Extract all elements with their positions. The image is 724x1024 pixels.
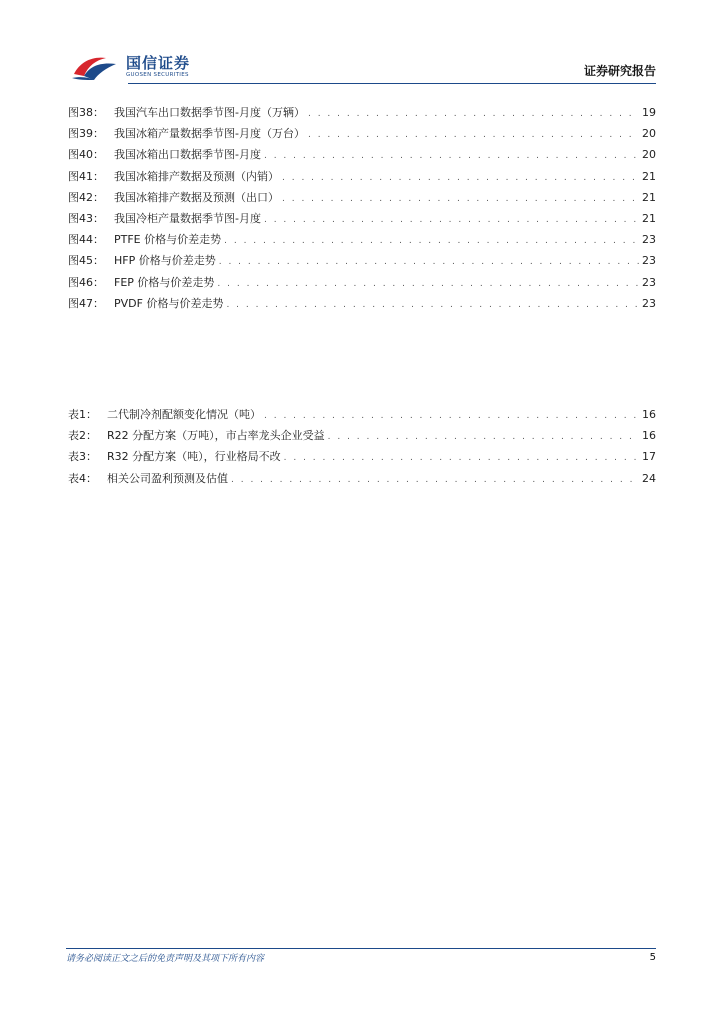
toc-figure-label: 图41： (68, 169, 104, 183)
toc-figure-label: 图44： (68, 233, 104, 247)
toc-figure-title: PVDF 价格与价差走势 (114, 296, 224, 310)
dot-leader (264, 406, 639, 427)
report-type-label: 证券研究报告 (583, 64, 656, 78)
toc-figure-page: 20 (642, 148, 656, 162)
guosen-logo (70, 52, 200, 84)
dot-leader (226, 295, 639, 316)
dot-leader (217, 274, 639, 295)
logo-chinese-name: 国信证券 (126, 54, 191, 72)
toc-figure-row[interactable] (68, 293, 656, 314)
toc-table-label: 表1： (68, 408, 97, 421)
toc-table-page: 24 (642, 471, 656, 485)
toc-figure-title: PTFE 价格与价差走势 (114, 233, 222, 247)
toc-figure-title: 我国冰箱出口数据季节图-月度 (114, 148, 261, 162)
dot-leader (264, 210, 639, 231)
toc-figure-row[interactable] (68, 229, 656, 250)
dot-leader (284, 448, 639, 469)
toc-figure-page: 20 (642, 127, 656, 141)
figure-index (68, 102, 656, 314)
toc-figure-title: 我国汽车出口数据季节图-月度（万辆） (114, 106, 305, 119)
page-header (70, 50, 656, 84)
footer-divider (66, 948, 656, 949)
dot-leader (308, 104, 639, 125)
toc-figure-row[interactable] (68, 102, 656, 123)
toc-figure-page: 21 (642, 211, 656, 225)
toc-table-label: 表4： (68, 471, 97, 485)
toc-table-row[interactable] (68, 404, 656, 425)
toc-figure-label: 图42： (68, 190, 104, 204)
dot-leader (328, 427, 639, 448)
toc-table-label: 表3： (68, 450, 97, 464)
toc-table-title: 二代制冷剂配额变化情况（吨） (107, 408, 261, 421)
toc-figure-page: 23 (642, 296, 656, 310)
toc-figure-page: 19 (642, 106, 656, 119)
header-divider (128, 83, 656, 84)
toc-figure-label: 图40： (68, 148, 104, 162)
toc-figure-label: 图43： (68, 211, 104, 225)
toc-figure-row[interactable] (68, 166, 656, 187)
logo-english-name: GUOSEN SECURITIES (126, 72, 189, 78)
table-index (68, 404, 656, 489)
toc-table-page: 16 (642, 408, 656, 421)
toc-figure-row[interactable] (68, 272, 656, 293)
dot-leader (308, 125, 639, 146)
toc-figure-title: 我国冰箱产量数据季节图-月度（万台） (114, 127, 305, 141)
toc-figure-title: FEP 价格与价差走势 (114, 275, 215, 289)
toc-figure-row[interactable] (68, 208, 656, 229)
toc-figure-label: 图38： (68, 106, 104, 119)
toc-figure-label: 图47： (68, 296, 104, 310)
toc-table-title: 相关公司盈利预测及估值 (107, 471, 228, 485)
toc-figure-row[interactable] (68, 123, 656, 144)
toc-figure-row[interactable] (68, 250, 656, 271)
toc-table-row[interactable] (68, 446, 656, 467)
page-number: 5 (649, 952, 656, 963)
toc-figure-label: 图46： (68, 275, 104, 289)
toc-figure-title: 我国冷柜产量数据季节图-月度 (114, 211, 261, 225)
toc-table-title: R22 分配方案（万吨），市占率龙头企业受益 (107, 429, 325, 443)
toc-table-title: R32 分配方案（吨），行业格局不改 (107, 450, 281, 464)
toc-figure-page: 23 (642, 254, 656, 268)
toc-table-row[interactable] (68, 425, 656, 446)
guosen-logo-icon (70, 52, 120, 82)
toc-figure-label: 图39： (68, 127, 104, 141)
footer-disclaimer: 请务必阅读正文之后的免责声明及其项下所有内容 (66, 954, 265, 964)
toc-figure-page: 21 (642, 190, 656, 204)
toc-figure-page: 23 (642, 275, 656, 289)
toc-figure-title: HFP 价格与价差走势 (114, 254, 216, 268)
toc-figure-title: 我国冰箱排产数据及预测（出口） (114, 190, 279, 204)
dot-leader (264, 146, 639, 167)
toc-table-row[interactable] (68, 468, 656, 489)
toc-table-label: 表2： (68, 429, 97, 443)
dot-leader (224, 231, 639, 252)
dot-leader (282, 168, 639, 189)
toc-figure-row[interactable] (68, 144, 656, 165)
toc-figure-page: 21 (642, 169, 656, 183)
toc-figure-label: 图45： (68, 254, 104, 268)
toc-figure-title: 我国冰箱排产数据及预测（内销） (114, 169, 279, 183)
dot-leader (219, 252, 639, 273)
toc-figure-row[interactable] (68, 187, 656, 208)
dot-leader (282, 189, 639, 210)
toc-figure-page: 23 (642, 233, 656, 247)
toc-table-page: 17 (642, 450, 656, 464)
toc-table-page: 16 (642, 429, 656, 443)
dot-leader (231, 470, 639, 491)
